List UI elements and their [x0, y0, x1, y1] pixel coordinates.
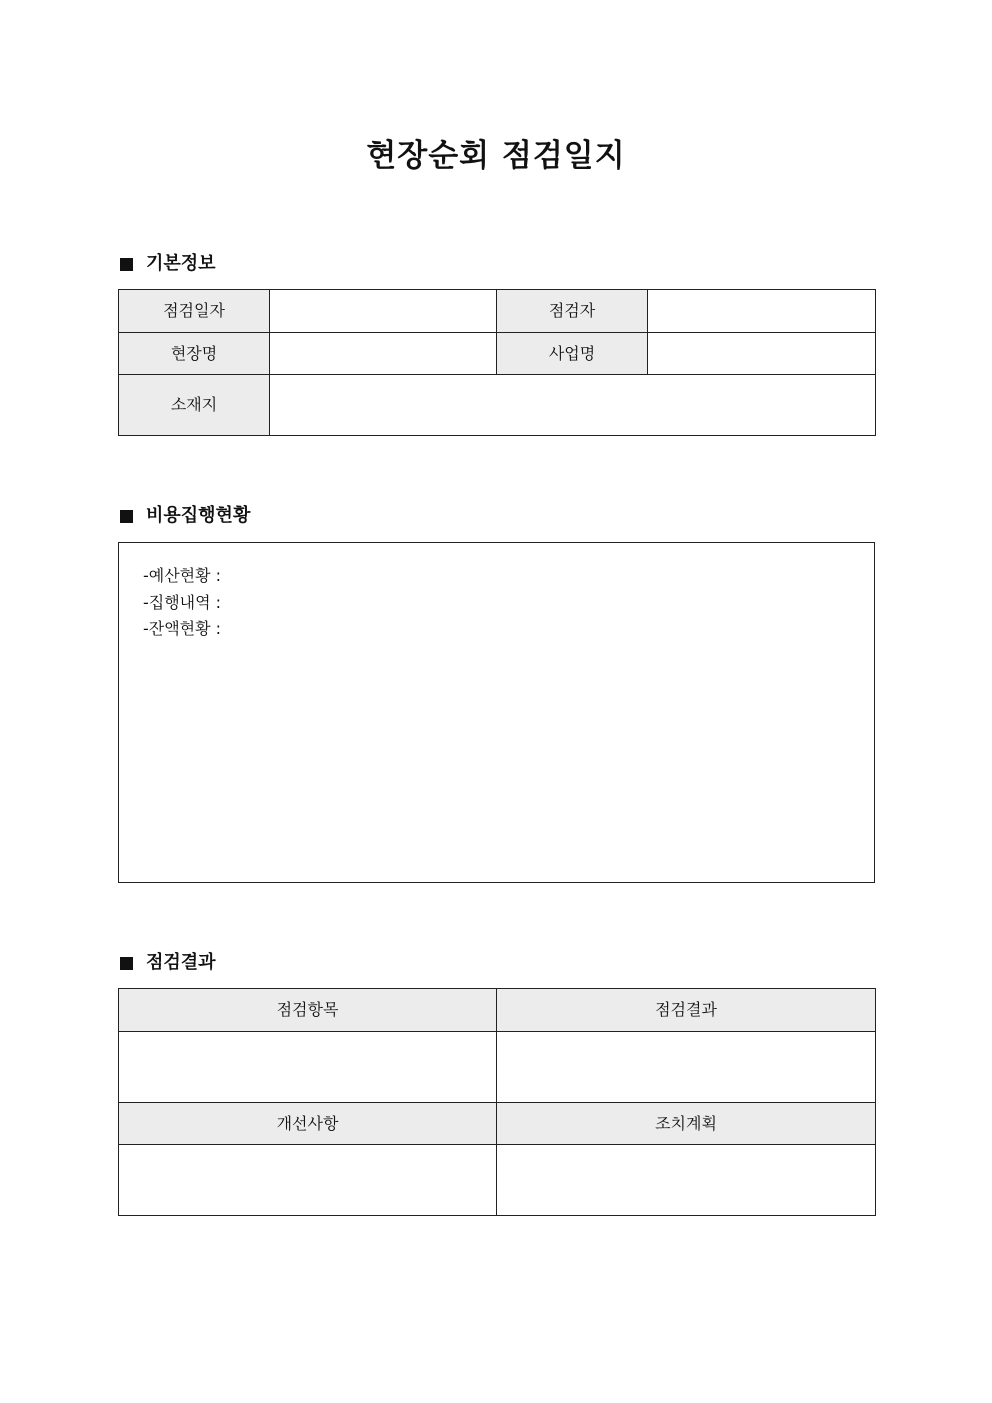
basic-info-heading [120, 251, 216, 277]
table-row [119, 375, 876, 436]
table-row [119, 290, 876, 333]
results-heading [120, 950, 216, 976]
budget-line-balance-status: -잔액현황 : [143, 619, 222, 638]
inspector-field[interactable] [648, 290, 876, 333]
page-title: 현장순회 점검일지 [366, 138, 626, 174]
basic-info-heading-text: 기본정보 [146, 253, 216, 274]
square-bullet-icon [120, 258, 133, 271]
budget-line-budget-status: -예산현황 : [143, 566, 222, 585]
square-bullet-icon [120, 957, 133, 970]
budget-heading-text: 비용집행현황 [146, 505, 251, 526]
inspection-date-label: 점검일자 [119, 290, 270, 333]
budget-heading [120, 503, 250, 529]
results-table [118, 988, 876, 1216]
inspection-items-label: 점검항목 [119, 989, 497, 1032]
budget-box[interactable] [118, 542, 875, 883]
table-row [119, 1103, 876, 1145]
action-plan-field[interactable] [497, 1145, 876, 1216]
budget-line-execution-details: -집행내역 : [143, 592, 222, 612]
project-name-label: 사업명 [497, 333, 648, 375]
inspection-result-label: 점검결과 [497, 989, 876, 1032]
results-heading-text: 점검결과 [146, 952, 216, 973]
location-label: 소재지 [119, 375, 270, 436]
inspection-items-field[interactable] [119, 1032, 497, 1103]
table-row [119, 333, 876, 375]
improvements-field[interactable] [119, 1145, 497, 1216]
site-name-field[interactable] [270, 333, 497, 375]
table-row [119, 1145, 876, 1216]
square-bullet-icon [120, 510, 133, 523]
basic-info-table [118, 289, 876, 436]
project-name-field[interactable] [648, 333, 876, 375]
inspector-label: 점검자 [497, 290, 648, 333]
table-row [119, 1032, 876, 1103]
table-row [119, 989, 876, 1032]
inspection-date-field[interactable] [270, 290, 497, 333]
location-field[interactable] [270, 375, 876, 436]
improvements-label: 개선사항 [119, 1103, 497, 1145]
site-name-label: 현장명 [119, 333, 270, 375]
budget-lines [143, 563, 221, 643]
inspection-result-field[interactable] [497, 1032, 876, 1103]
action-plan-label: 조치계획 [497, 1103, 876, 1145]
